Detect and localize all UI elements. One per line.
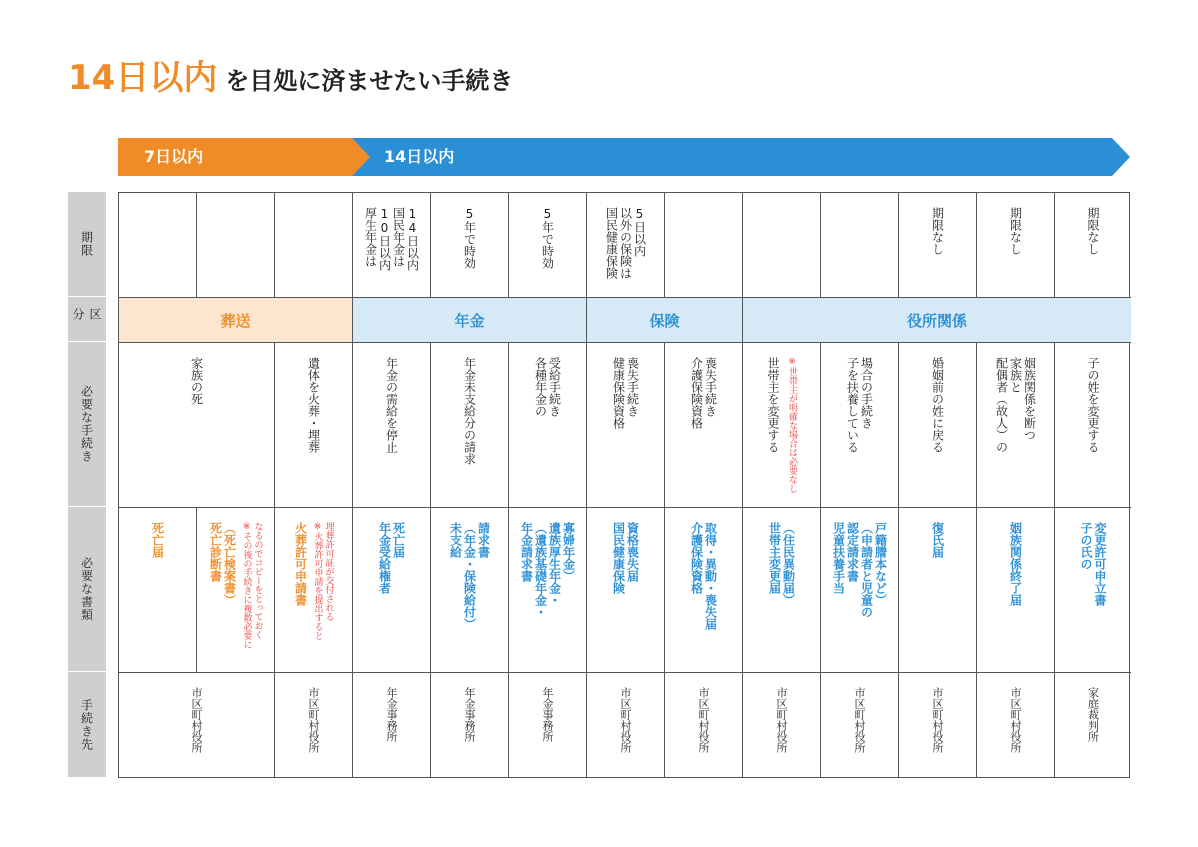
destination-care: 市区町村役所 xyxy=(665,673,743,777)
category-funeral: 葬送 xyxy=(119,298,353,343)
deadline-cell-9 xyxy=(743,193,821,298)
document-care: 介護保険資格 取得・異動・喪失届 xyxy=(665,508,743,673)
procedure-householder: 世帯主を変更する ※世帯主が明確な場合は必要なし xyxy=(743,343,821,508)
document-child-name: 子の氏の 変更許可申立書 xyxy=(1055,508,1131,673)
deadline-cell-12: 期限なし xyxy=(977,193,1055,298)
procedure-child-name: 子の姓を変更する xyxy=(1055,343,1131,508)
deadline-cell-3 xyxy=(275,193,353,298)
document-unpaid: 未支給 （年金・保険給付） 請求書 xyxy=(431,508,509,673)
deadline-cell-7: 国民健康保険 以外の保険は 5日以内 xyxy=(587,193,665,298)
destination-child-support: 市区町村役所 xyxy=(821,673,899,777)
page-title xyxy=(68,54,513,98)
arrow-label-14days: 14日以内 xyxy=(384,147,455,166)
document-maiden: 復氏届 xyxy=(899,508,977,673)
document-health: 国民健康保険 資格喪失届 xyxy=(587,508,665,673)
title-highlight: 14日以内 xyxy=(68,58,218,98)
document-death-notice: 死亡届 xyxy=(119,508,197,673)
document-cremation-app: 火葬許可申請書 ※火葬許可申請を提出すると 埋葬許可証が交付される xyxy=(275,508,353,673)
destination-householder: 市区町村役所 xyxy=(743,673,821,777)
arrow-14days xyxy=(352,138,1130,176)
deadline-cell-11: 期限なし xyxy=(899,193,977,298)
title-rest: を目処に済ませたい手続き xyxy=(225,67,514,95)
category-insurance: 保険 xyxy=(587,298,743,343)
destination-pension-unpaid: 年金事務所 xyxy=(431,673,509,777)
document-pension: 年金受給権者 死亡届 xyxy=(353,508,431,673)
category-office: 役所関係 xyxy=(743,298,1131,343)
document-child-support: 児童扶養手当 認定請求書 （申請者と児童の 戸籍謄本など） xyxy=(821,508,899,673)
procedure-pension-stop: 年金の需給を停止 xyxy=(353,343,431,508)
destination-pension-stop: 年金事務所 xyxy=(353,673,431,777)
row-label-documents: 必要な書類 xyxy=(68,507,106,672)
destination-relation: 市区町村役所 xyxy=(977,673,1055,777)
document-relation: 姻族関係終了届 xyxy=(977,508,1055,673)
timeline-arrows xyxy=(118,138,1130,176)
row-label-destination: 手続き先 xyxy=(68,672,106,778)
destination-child-name: 家庭裁判所 xyxy=(1086,687,1100,742)
procedure-cremation: 遺体を火葬・埋葬 xyxy=(275,343,353,508)
destination-cremation: 市区町村役所 xyxy=(275,673,353,777)
row-label-deadline: 期限 xyxy=(68,192,106,297)
deadline-cell-4: 厚生年金は 10日以内 国民年金は 14日以内 xyxy=(353,193,431,298)
deadline-cell-13: 期限なし xyxy=(1055,193,1131,298)
row-label-procedure: 必要な手続き xyxy=(68,342,106,507)
document-householder: 世帯主変更届 （住民異動届） xyxy=(743,508,821,673)
deadline-cell-2 xyxy=(197,193,275,298)
procedure-pension-benefit: 各種年金の 受給手続き xyxy=(509,343,587,508)
procedure-table xyxy=(118,192,1130,778)
procedure-child-support: 子を扶養している 場合の手続き xyxy=(821,343,899,508)
destination-health: 市区町村役所 xyxy=(587,673,665,777)
destination-maiden: 市区町村役所 xyxy=(899,673,977,777)
procedure-family-death: 家族の死 xyxy=(119,343,275,508)
deadline-cell-10 xyxy=(821,193,899,298)
row-label-category: 区分 xyxy=(68,297,106,342)
deadline-cell-1 xyxy=(119,193,197,298)
arrow-label-7days: 7日以内 xyxy=(144,147,204,166)
timeline-arrow-shapes xyxy=(118,138,1130,176)
procedure-maiden-name: 婚姻前の姓に戻る xyxy=(899,343,977,508)
category-pension: 年金 xyxy=(353,298,587,343)
deadline-cell-5: 5年で時効 xyxy=(431,193,509,298)
document-benefit: 年金請求書 （遺族基礎年金・ 遺族厚生年金・ 寡婦年金） xyxy=(509,508,587,673)
document-death-cert: 死亡診断書 （死亡検案書） ※その後の手続きに複数必要に なるのでコピーをとっておく xyxy=(197,508,275,673)
procedure-health-loss: 健康保険資格 喪失手続き xyxy=(587,343,665,508)
destination-pension-benefit: 年金事務所 xyxy=(509,673,587,777)
deadline-cell-8 xyxy=(665,193,743,298)
deadline-cell-6: 5年で時効 xyxy=(509,193,587,298)
procedure-pension-unpaid: 年金未支給分の請求 xyxy=(431,343,509,508)
procedure-care-loss: 介護保険資格 喪失手続き xyxy=(665,343,743,508)
householder-note: ※世帯主が明確な場合は必要なし xyxy=(787,357,797,493)
destination-family-death: 市区町村役所 xyxy=(119,673,275,777)
procedure-end-relation: 配偶者（故人）の 家族と 姻族関係を断つ xyxy=(977,343,1055,508)
